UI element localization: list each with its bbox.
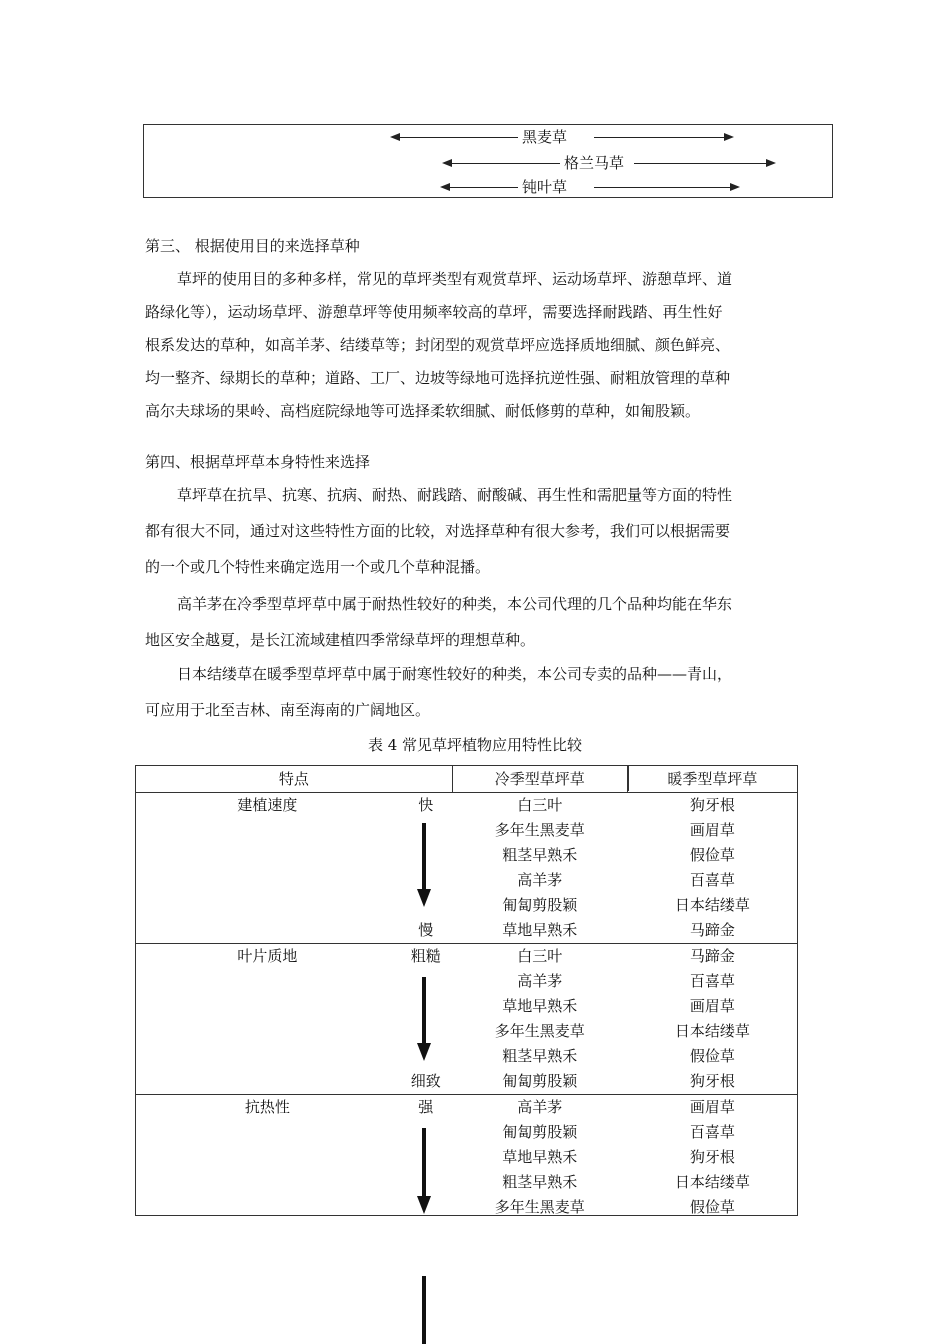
table-row (136, 893, 798, 918)
down-arrow-icon (422, 1128, 426, 1198)
text-line: 地区安全越夏，是长江流域建植四季常绿草坪的理想草种。 (145, 631, 536, 649)
table-row (136, 1145, 798, 1170)
table-row (136, 1019, 798, 1044)
table-row (136, 1095, 798, 1121)
arrow-right-icon (730, 183, 740, 191)
text-line: 日本结缕草在暖季型草坪草中属于耐寒性较好的种类，本公司专卖的品种——青山， (177, 665, 733, 683)
text-line: 草坪的使用目的多种多样，常见的草坪类型有观赏草坪、运动场草坪、游憩草坪、道 (177, 270, 733, 288)
warm-season-cell: 马蹄金 (627, 944, 797, 970)
warm-season-cell: 日本结缕草 (674, 1022, 750, 1040)
top-range-diagram (143, 124, 833, 198)
scale-top: 快 (399, 793, 452, 819)
table-row (136, 969, 798, 994)
range-line (594, 187, 730, 188)
warm-season-cell: 狗牙根 (689, 1072, 735, 1090)
section-heading: 第三、 根据使用目的来选择草种 (145, 237, 360, 255)
cool-season-cell: 草地早熟禾 (502, 997, 578, 1015)
cool-season-cell: 匍匐剪股颖 (502, 896, 578, 914)
scale-top: 强 (399, 1095, 452, 1121)
cool-season-cell: 草地早熟禾 (502, 921, 578, 939)
comparison-table (135, 765, 798, 1220)
down-arrow-icon (422, 823, 426, 893)
table-header-row (136, 766, 798, 793)
text-line: 高羊茅在冷季型草坪草中属于耐热性较好的种类，本公司代理的几个品种均能在华东 (177, 595, 733, 613)
arrow-head-icon (417, 889, 431, 907)
table-row (136, 994, 798, 1019)
warm-season-cell: 假俭草 (689, 1047, 735, 1065)
warm-season-cell: 百喜草 (689, 1123, 735, 1141)
scale-bottom: 慢 (418, 921, 434, 939)
range-line (450, 163, 560, 164)
range-line (594, 137, 724, 138)
down-arrow-icon (422, 977, 426, 1047)
cool-season-cell: 草地早熟禾 (502, 1148, 578, 1166)
text-line: 根系发达的草种，如高羊茅、结缕草等；封闭型的观赏草坪应选择质地细腻、颜色鲜亮、 (145, 336, 731, 354)
warm-season-cell: 马蹄金 (689, 921, 735, 939)
trait-name: 叶片质地 (136, 944, 400, 970)
warm-season-cell: 假俭草 (689, 846, 735, 864)
column-divider (628, 765, 629, 791)
text-line: 都有很大不同，通过对这些特性方面的比较，对选择草种有很大参考，我们可以根据需要 (145, 522, 731, 540)
table-row (136, 793, 798, 819)
scale-bottom: 细致 (410, 1072, 441, 1090)
cool-season-cell: 粗茎早熟禾 (502, 1173, 578, 1191)
table-row (136, 1044, 798, 1069)
range-label: 格兰马草 (560, 153, 628, 173)
section3-paragraph (145, 269, 810, 434)
trait-name: 建植速度 (136, 793, 400, 819)
down-arrow-icon (422, 1276, 426, 1344)
warm-season-cell: 日本结缕草 (674, 896, 750, 914)
warm-season-cell: 画眉草 (689, 821, 735, 839)
range-label: 黑麦草 (518, 127, 571, 147)
section4-paragraph-3 (145, 664, 810, 736)
range-line (398, 137, 518, 138)
warm-season-cell: 画眉草 (627, 1095, 797, 1121)
range-label: 钝叶草 (518, 177, 571, 197)
section4-paragraph-1 (145, 485, 810, 593)
text-line: 路绿化等），运动场草坪、游憩草坪等使用频率较高的草坪，需要选择耐践踏、再生性好 (145, 303, 723, 321)
cool-season-cell: 白三叶 (452, 793, 627, 819)
warm-season-cell: 狗牙根 (689, 1148, 735, 1166)
section4-paragraph-2 (145, 594, 810, 666)
cool-season-cell: 匍匐剪股颖 (502, 1072, 578, 1090)
text-line: 均一整齐、绿期长的草种；道路、工厂、边坡等绿地可选择抗逆性强、耐粗放管理的草种 (145, 369, 731, 387)
section-heading: 第四、根据草坪草本身特性来选择 (145, 453, 371, 471)
warm-season-cell: 百喜草 (689, 871, 735, 889)
warm-season-cell: 狗牙根 (627, 793, 797, 819)
table-row (136, 1170, 798, 1195)
cool-season-cell: 匍匐剪股颖 (502, 1123, 578, 1141)
text-line: 高尔夫球场的果岭、高档庭院绿地等可选择柔软细腻、耐低修剪的草种，如匍股颖。 (145, 402, 701, 420)
cool-season-cell: 多年生黑麦草 (494, 1198, 585, 1216)
warm-season-cell: 假俭草 (689, 1198, 735, 1216)
cool-season-cell: 粗茎早熟禾 (502, 1047, 578, 1065)
header-cell: 冷季型草坪草 (452, 766, 627, 793)
header-cell: 暖季型草坪草 (627, 766, 797, 793)
cool-season-cell: 高羊茅 (517, 871, 563, 889)
cool-season-cell: 多年生黑麦草 (494, 821, 585, 839)
arrow-right-icon (766, 159, 776, 167)
text-line: 可应用于北至吉林、南至海南的广阔地区。 (145, 701, 431, 719)
text-line: 的一个或几个特性来确定选用一个或几个草种混播。 (145, 558, 491, 576)
arrow-head-icon (417, 1196, 431, 1214)
table-row (136, 944, 798, 970)
table-row (136, 818, 798, 843)
table-row (136, 1120, 798, 1145)
table-row (136, 1069, 798, 1095)
arrow-right-icon (724, 133, 734, 141)
header-cell: 特点 (136, 766, 453, 793)
table-row (136, 1195, 798, 1220)
arrow-head-icon (417, 1043, 431, 1061)
cool-season-cell: 粗茎早熟禾 (502, 846, 578, 864)
range-line (634, 163, 766, 164)
scale-top: 粗糙 (399, 944, 452, 970)
cool-season-cell: 高羊茅 (452, 1095, 627, 1121)
text-line: 草坪草在抗旱、抗寒、抗病、耐热、耐践踏、耐酸碱、再生性和需肥量等方面的特性 (177, 486, 733, 504)
column-divider (452, 765, 453, 791)
table-row (136, 868, 798, 893)
warm-season-cell: 画眉草 (689, 997, 735, 1015)
trait-name: 抗热性 (136, 1095, 400, 1121)
cool-season-cell: 白三叶 (452, 944, 627, 970)
cool-season-cell: 高羊茅 (517, 972, 563, 990)
table-row (136, 918, 798, 944)
range-line (448, 187, 518, 188)
warm-season-cell: 百喜草 (689, 972, 735, 990)
warm-season-cell: 日本结缕草 (674, 1173, 750, 1191)
table-caption: 表 4 常见草坪植物应用特性比较 (367, 736, 583, 754)
cool-season-cell: 多年生黑麦草 (494, 1022, 585, 1040)
table-row (136, 843, 798, 868)
